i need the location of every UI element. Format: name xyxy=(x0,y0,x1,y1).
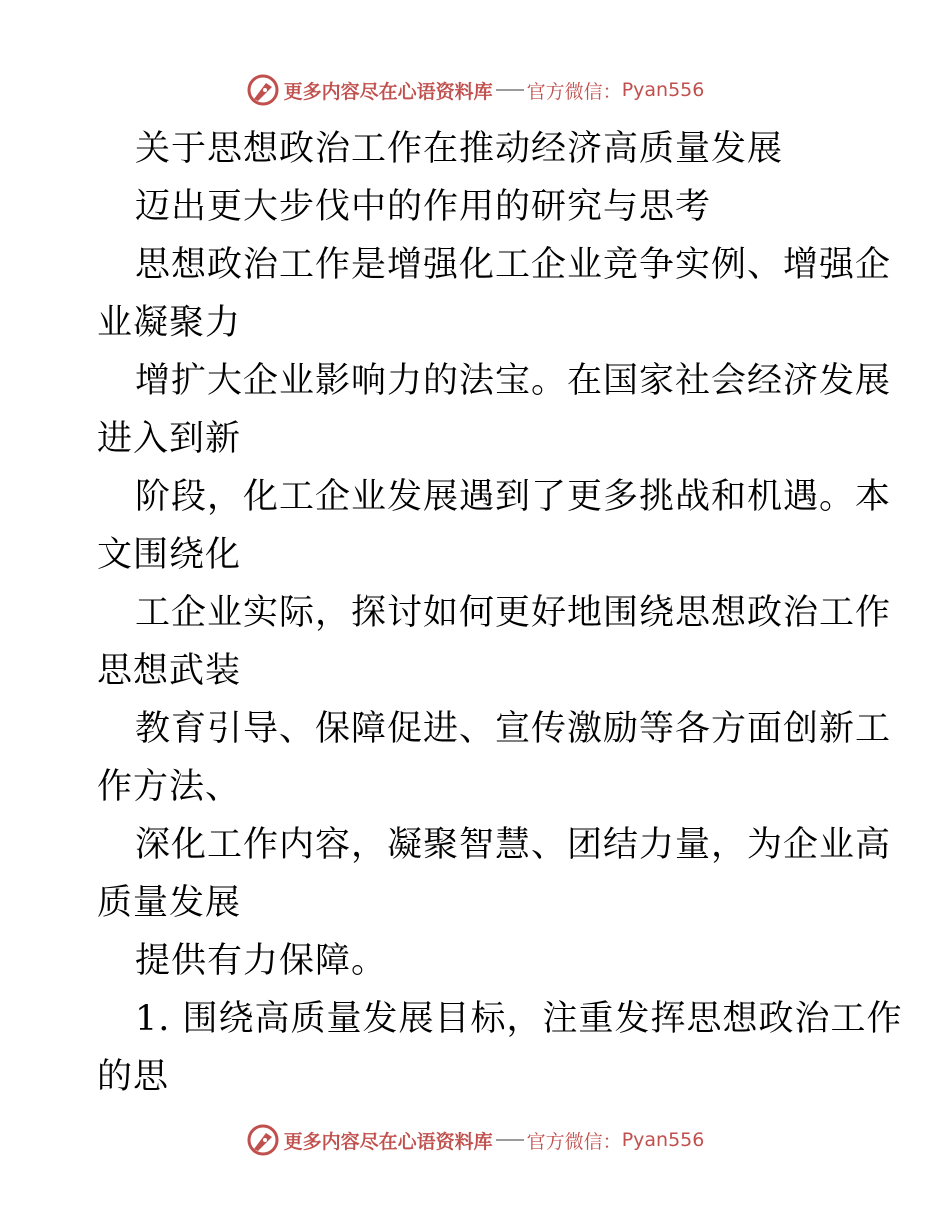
paragraph-line: 思想政治工作是增强化工企业竞争实例、增强企 xyxy=(135,245,892,285)
section-heading-line: 1. 围绕高质量发展目标，注重发挥思想政治工作 xyxy=(135,999,903,1039)
paragraph-line: 教育引导、保障促进、宣传激励等各方面创新工 xyxy=(135,709,892,749)
promo-text: 更多内容尽在心语资料库 xyxy=(283,1130,493,1153)
paragraph-line: 业凝聚力 xyxy=(97,303,242,343)
contact-label: 官方微信： xyxy=(526,1130,622,1153)
paragraph-line: 质量发展 xyxy=(97,883,242,923)
paragraph-line: 进入到新 xyxy=(97,419,242,459)
contact-label: 官方微信： xyxy=(526,80,622,103)
pen-nib-logo-icon xyxy=(246,73,280,107)
pen-nib-logo-icon xyxy=(246,1123,280,1157)
paragraph-line: 文围绕化 xyxy=(97,535,242,575)
paragraph-line: 阶段，化工企业发展遇到了更多挑战和机遇。本 xyxy=(135,477,892,517)
paragraph-line: 增扩大企业影响力的法宝。在国家社会经济发展 xyxy=(135,361,892,401)
wechat-id: Pyan556 xyxy=(621,79,705,101)
document-body xyxy=(97,120,903,1106)
banner-dash xyxy=(496,89,524,91)
promo-text: 更多内容尽在心语资料库 xyxy=(283,80,493,103)
footer-watermark-banner xyxy=(0,1120,950,1160)
paragraph-line: 作方法、 xyxy=(97,767,242,807)
title-line: 关于思想政治工作在推动经济高质量发展 xyxy=(135,129,784,169)
wechat-id: Pyan556 xyxy=(621,1129,705,1151)
paragraph-line: 提供有力保障。 xyxy=(135,941,388,981)
header-watermark-banner xyxy=(0,70,950,110)
paragraph-line: 深化工作内容，凝聚智慧、团结力量，为企业高 xyxy=(135,825,892,865)
banner-dash xyxy=(496,1139,524,1141)
paragraph-line: 思想武装 xyxy=(97,651,242,691)
paragraph-line: 工企业实际，探讨如何更好地围绕思想政治工作 xyxy=(135,593,892,633)
title-line: 迈出更大步伐中的作用的研究与思考 xyxy=(135,187,712,227)
section-heading-line: 的思 xyxy=(97,1057,170,1097)
